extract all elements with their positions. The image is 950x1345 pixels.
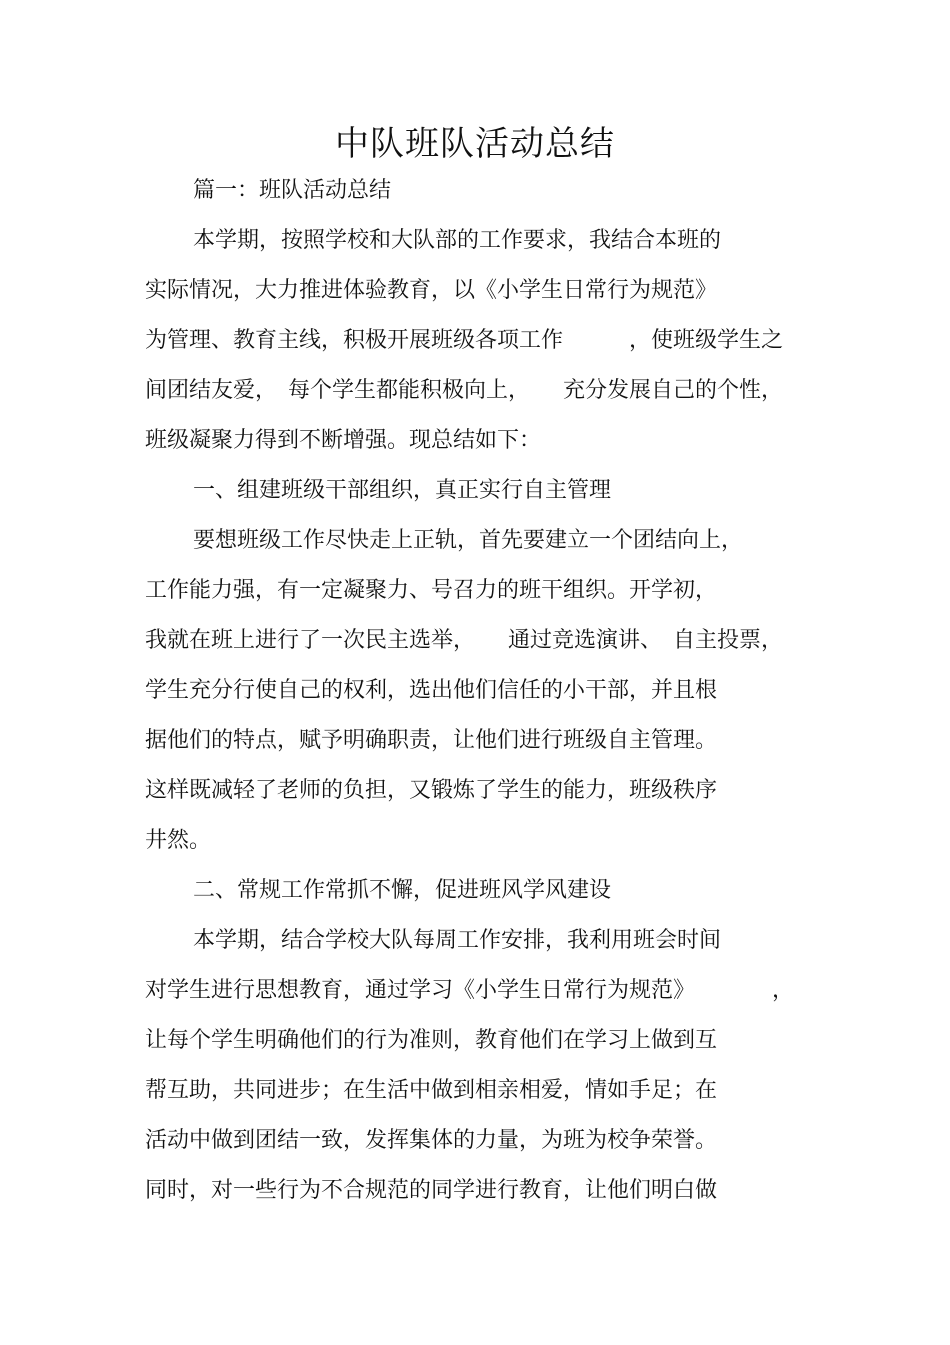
- text-line: 实际情况，大力推进体验教育，以《小学生日常行为规范》: [145, 278, 718, 303]
- text-line: 篇一：班队活动总结: [193, 178, 392, 203]
- text-line: 学生充分行使自己的权利，选出他们信任的小干部，并且根: [145, 678, 718, 703]
- text-line: 本学期，结合学校大队每周工作安排，我利用班会时间: [193, 928, 722, 953]
- section-heading: 二、常规工作常抓不懈，促进班风学风建设: [193, 878, 612, 903]
- text-line: 工作能力强，有一定凝聚力、号召力的班干组织。开学初，: [145, 578, 718, 603]
- text-line: 同时，对一些行为不合规范的同学进行教育，让他们明白做: [145, 1178, 718, 1203]
- document-title: 中队班队活动总结: [335, 124, 615, 164]
- text-line: 本学期，按照学校和大队部的工作要求，我结合本班的: [193, 228, 722, 253]
- text-line: 要想班级工作尽快走上正轨，首先要建立一个团结向上，: [193, 528, 744, 553]
- text-line: 井然。: [145, 828, 212, 853]
- text-line: 活动中做到团结一致，发挥集体的力量，为班为校争荣誉。: [145, 1128, 718, 1153]
- text-line: 对学生进行思想教育，通过学习《小学生日常行为规范》 ，: [145, 978, 795, 1003]
- text-line: 帮互助，共同进步；在生活中做到相亲相爱，情如手足；在: [145, 1078, 718, 1103]
- text-line: 间团结友爱， 每个学生都能积极向上， 充分发展自己的个性，: [145, 378, 784, 403]
- text-line: 我就在班上进行了一次民主选举， 通过竞选演讲、 自主投票，: [145, 628, 784, 653]
- section-heading: 一、组建班级干部组织，真正实行自主管理: [193, 478, 612, 503]
- text-line: 据他们的特点，赋予明确职责，让他们进行班级自主管理。: [145, 728, 718, 753]
- text-line: 为管理、教育主线，积极开展班级各项工作 ，使班级学生之: [145, 328, 784, 353]
- text-line: 这样既减轻了老师的负担，又锻炼了学生的能力，班级秩序: [145, 778, 718, 803]
- text-line: 让每个学生明确他们的行为准则，教育他们在学习上做到互: [145, 1028, 718, 1053]
- text-line: 班级凝聚力得到不断增强。现总结如下：: [145, 428, 542, 453]
